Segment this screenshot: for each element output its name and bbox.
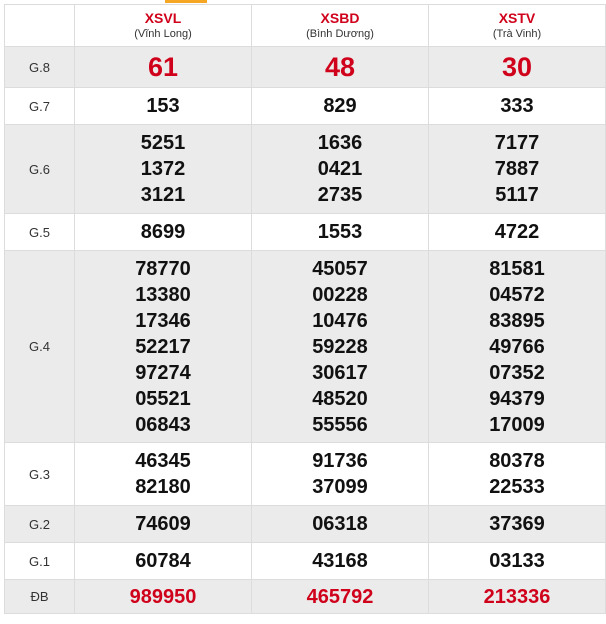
prize-number: 48 [324,52,356,82]
prize-number: 1636 [317,132,363,154]
province-header-tra-vinh [429,5,606,47]
prize-number: 43168 [312,550,368,572]
prize-cell [75,543,252,580]
lottery-results-table [4,4,606,614]
prize-label: G.7 [5,88,75,125]
prize-cell [252,543,429,580]
prize-number: 46345 [135,450,191,472]
prize-label: G.8 [5,47,75,88]
prize-number: 22533 [489,476,545,498]
prize-cell [75,88,252,125]
prize-number: 7887 [494,158,540,180]
prize-number: 0421 [317,158,363,180]
prize-cell [429,125,606,214]
prize-label: G.1 [5,543,75,580]
prize-number: 07352 [489,361,545,384]
prize-number: 153 [146,95,180,117]
prize-number: 55556 [312,413,368,436]
prize-cell [429,214,606,251]
prize-cell [75,506,252,543]
prize-number: 1553 [317,221,363,243]
prize-number: 829 [323,95,357,117]
province-code-link[interactable]: XSTV [498,10,536,26]
prize-number: 61 [147,52,179,82]
prize-cell [252,251,429,443]
top-accent-bar [165,0,207,3]
prize-row [5,443,606,506]
prize-number: 989950 [129,585,197,608]
prize-number: 80378 [489,450,545,472]
prize-cell [252,47,429,88]
header-row [5,5,606,47]
prize-cell [429,543,606,580]
prize-number: 17009 [489,413,545,436]
prize-number: 48520 [312,387,368,410]
prize-number: 1372 [140,158,186,180]
prize-number: 8699 [140,221,186,243]
prize-cell [252,214,429,251]
prize-cell [429,88,606,125]
corner-cell [5,5,75,47]
prize-number: 7177 [494,132,540,154]
prize-cell [252,88,429,125]
prize-number: 465792 [306,585,374,608]
prize-number: 45057 [312,257,368,280]
province-code-link[interactable]: XSBD [320,10,360,26]
prize-row [5,88,606,125]
prize-row [5,543,606,580]
prize-row [5,125,606,214]
prize-cell [429,47,606,88]
province-name: (Bình Dương) [306,28,374,40]
prize-number: 81581 [489,257,545,280]
prize-label: G.4 [5,251,75,443]
prize-number: 74609 [135,513,191,535]
prize-number: 37369 [489,513,545,535]
prize-number: 94379 [489,387,545,410]
prize-number: 06318 [312,513,368,535]
prize-number: 78770 [135,257,191,280]
prize-row [5,506,606,543]
prize-number: 13380 [135,283,191,306]
prize-cell [429,443,606,506]
prize-number: 2735 [317,184,363,206]
prize-number: 30617 [312,361,368,384]
prize-number: 333 [500,95,534,117]
prize-number: 49766 [489,335,545,358]
prize-number: 83895 [489,309,545,332]
prize-number: 60784 [135,550,191,572]
prize-cell [75,214,252,251]
prize-number: 91736 [312,450,368,472]
prize-number: 5251 [140,132,186,154]
prize-cell [429,251,606,443]
prize-number: 97274 [135,361,191,384]
prize-number: 82180 [135,476,191,498]
prize-number: 04572 [489,283,545,306]
prize-row [5,214,606,251]
prize-row [5,580,606,614]
prize-label: G.3 [5,443,75,506]
prize-number: 5117 [495,184,539,206]
prize-number: 30 [501,52,533,82]
prize-cell [252,580,429,614]
prize-cell [429,506,606,543]
prize-label: G.2 [5,506,75,543]
province-name: (Trà Vinh) [492,28,542,40]
prize-number: 52217 [135,335,191,358]
prize-number: 10476 [312,309,368,332]
results-body [5,47,606,614]
prize-number: 59228 [312,335,368,358]
prize-cell [75,47,252,88]
prize-label: G.5 [5,214,75,251]
prize-label: ĐB [5,580,75,614]
prize-number: 4722 [494,221,540,243]
prize-row [5,47,606,88]
prize-cell [75,443,252,506]
prize-cell [252,443,429,506]
prize-label: G.6 [5,125,75,214]
prize-number: 213336 [483,585,551,608]
prize-number: 37099 [312,476,368,498]
prize-number: 05521 [135,387,191,410]
prize-cell [252,506,429,543]
prize-cell [75,251,252,443]
province-header-binh-duong [252,5,429,47]
prize-number: 00228 [312,283,368,306]
province-header-vinh-long [75,5,252,47]
prize-number: 17346 [135,309,191,332]
prize-cell [75,580,252,614]
prize-number: 06843 [135,413,191,436]
province-code-link[interactable]: XSVL [144,10,182,26]
prize-cell [75,125,252,214]
prize-number: 3121 [140,184,186,206]
province-name: (Vĩnh Long) [134,28,192,40]
top-bar [0,0,606,3]
prize-number: 03133 [489,550,545,572]
prize-cell [429,580,606,614]
prize-row [5,251,606,443]
prize-cell [252,125,429,214]
